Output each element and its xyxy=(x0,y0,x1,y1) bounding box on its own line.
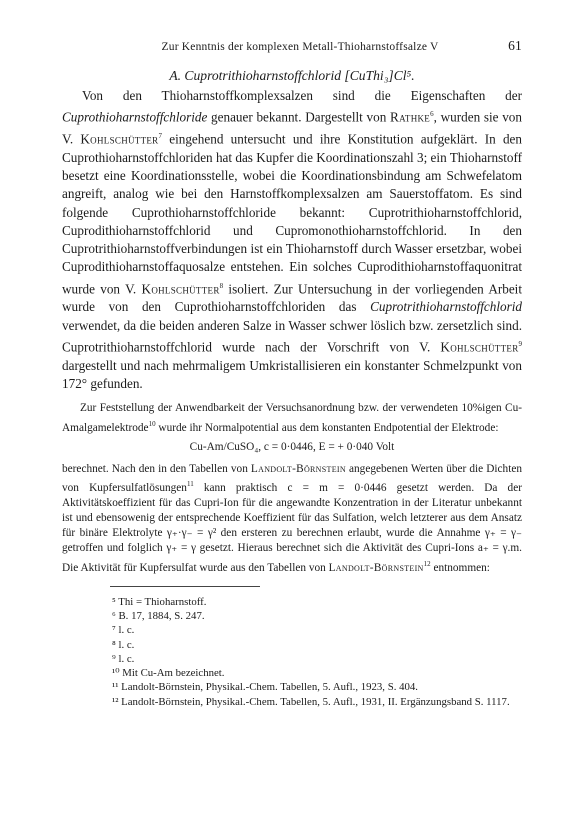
small-text-run: entnommen: xyxy=(433,561,490,574)
footnote: ⁷ l. c. xyxy=(112,624,135,637)
body-text-run: der xyxy=(505,88,523,103)
small-text-run: wurde ihr Normalpotential aus dem konstanten Endpotential der Elektrode: xyxy=(158,421,499,434)
author-name: Kohlschütter xyxy=(440,339,519,355)
author-name: Kohlschütter xyxy=(141,281,220,297)
footnote-ref: 10 xyxy=(148,419,156,428)
author-name: Landolt-Börnstein xyxy=(328,561,424,574)
body-text-run: eingehend untersucht und ihre Konstitution aufgeklärt. In den Cuprothioharnstoffchloriden hat das Kupfer die Koordinationszahl 3; ein Thioharnstoff besetzt eine Koordinationsstelle, wobei die Koordinationsbindung am Schwefelatom angreift, analog wie bei den Harnstoffkomplexsalzen am Sauerstoffatom. Es sind folgende Cuprothioharnstoffchloride bekannt: Cuprotrithioharnstoffchlorid, Cuprodithioharnstoffchlorid und Cupromonothioharnstoffchlorid. In den Cuprotrithioharnstoffverbindungen ist ein Thioharnstoff durch Wasser ersetzbar, wobei Cuprodithioharnstoffaquosalze entstehen. Ein solches Cuprodithioharnstoffaquonitrat wurde von V. xyxy=(62,131,522,297)
small-text-run: berechnet. Nach den in den Tabellen von xyxy=(62,462,248,475)
footnote: ⁵ Thi = Thioharnstoff. xyxy=(112,595,207,608)
footnote-ref: 9 xyxy=(518,340,522,349)
running-header xyxy=(62,38,522,54)
small-print-section xyxy=(62,401,522,575)
footnote-ref: 12 xyxy=(423,559,431,568)
emphasis-term: Cuprothioharnstoffchloride xyxy=(62,109,208,125)
section-heading: A. Cuprotrithioharnstoffchlorid [CuThi₃]Cl⁵. xyxy=(169,68,415,83)
electrode-formula: Cu-Am/CuSO₄, c = 0·0446, E = + 0·040 Volt xyxy=(189,441,395,454)
small-text-run: kann praktisch c = m = 0·0446 gesetzt werden. Da der Aktivitätskoeffizient für das Cupri-Ion für die angewandte Konzentration in der Literatur unbekannt ist und ebensowenig der entsprechende Koeffizient für das Sulfation, welch letzterer aus dem Ansatz für binäre Elektrolyte γ₊·γ₋ = γ² den ersteren zu berechnen erlaubt, wurde die Annahme γ₊ = γ₋ getroffen und folglich γ₊ = γ gesetzt. Hieraus berechnet sich die Aktivität des Cupri-Ions a₊ = γ.m. Die Aktivität für Kupfersulfat wurde aus den Tabellen von xyxy=(62,481,522,574)
footnote: ⁶ B. 17, 1884, S. 247. xyxy=(112,609,205,622)
footnote: ⁸ l. c. xyxy=(112,638,135,651)
footnote-ref: 7 xyxy=(158,131,162,140)
body-text-run: Von den Thioharnstoffkomplexsalzen sind die Eigenschaften xyxy=(82,88,486,103)
footnote: ¹² Landolt-Börnstein, Physikal.-Chem. Tabellen, 5. Aufl., 1931, II. Ergänzungsband S. 1117. xyxy=(112,695,510,708)
footnote: ¹⁰ Mit Cu-Am bezeichnet. xyxy=(112,667,225,680)
author-name: Rathke xyxy=(390,109,431,125)
footnote-ref: 6 xyxy=(430,110,434,119)
body-text-run: dargestellt und nach mehrmaligem Umkristallisieren ein konstanter Schmelzpunkt von 172° gefunden. xyxy=(62,357,522,392)
body-text-run: verwendet, da die beiden anderen Salze in Wasser schwer löslich bzw. zersetzlich sind. Cuprotrithioharnstoffchlorid wurde nach der Vorschrift von V. xyxy=(62,317,522,355)
body-text-run: genauer bekannt. Dargestellt von xyxy=(211,109,387,125)
footnote: ¹¹ Landolt-Börnstein, Physikal.-Chem. Tabellen, 5. Aufl., 1923, S. 404. xyxy=(112,681,419,694)
footnote-divider xyxy=(110,586,260,587)
small-text-run: angegebenen Werten über die Dichten von Kupfersulfatlösungen xyxy=(62,462,523,494)
footnote-ref: 11 xyxy=(186,479,194,488)
page-number: 61 xyxy=(508,38,522,53)
emphasis-term: Cuprotrithioharnstoffchlorid xyxy=(370,299,523,315)
footnotes xyxy=(112,595,522,709)
small-paragraph xyxy=(62,462,522,576)
footnote: ⁹ l. c. xyxy=(112,652,135,665)
author-name: Kohlschütter xyxy=(80,131,159,147)
body-text-run: isoliert. Zur Untersuchung in der vorliegenden Arbeit wurde von den Cuprothioharnstoffchloriden das xyxy=(62,281,523,315)
body-text-run: , wurden sie von V. xyxy=(62,109,522,147)
small-paragraph xyxy=(62,401,522,435)
small-text-run: Zur Feststellung der Anwendbarkeit der Versuchsanordnung bzw. der verwendeten 10%igen Cu-Amalgamelektrode xyxy=(62,402,522,434)
running-title: Zur Kenntnis der komplexen Metall-Thioharnstoffsalze V xyxy=(161,41,439,53)
main-paragraph xyxy=(62,87,522,393)
author-name: Landolt-Börnstein xyxy=(250,462,346,475)
footnote-ref: 8 xyxy=(219,281,224,290)
